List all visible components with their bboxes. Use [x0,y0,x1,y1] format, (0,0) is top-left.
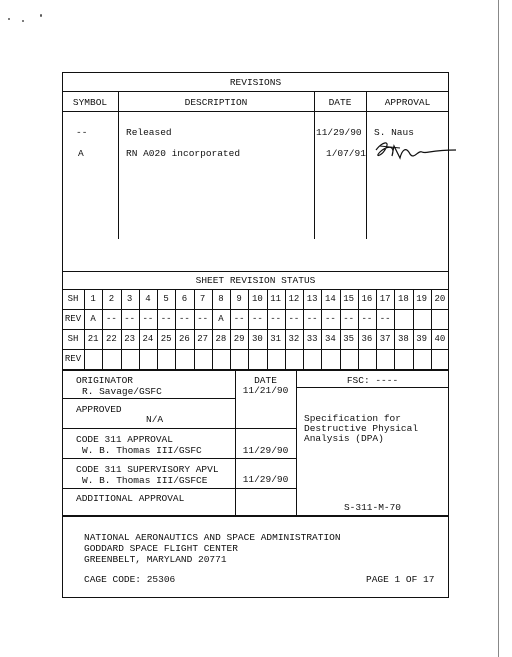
scan-edge-line [498,0,499,657]
sheet-number-cell: 6 [181,294,188,304]
sheet-rev-cell: -- [252,314,263,324]
revisions-header-description: DESCRIPTION [184,97,248,108]
page-number: PAGE 1 OF 17 [366,574,435,585]
revision-row-2-date: 1/07/91 [326,148,366,159]
sheet-rev-cell: A [90,314,96,324]
sheet-number-cell: 22 [106,334,117,344]
spec-title-line-2: Destructive Physical [304,423,419,434]
sheet-rev-cell: -- [343,314,355,324]
sheet-number-cell: 23 [124,334,136,344]
sheet-rev-cell: -- [288,314,300,324]
cage-code: CAGE CODE: 25306 [84,574,176,585]
divider [62,398,236,399]
revisions-header-symbol: SYMBOL [72,97,108,108]
divider [118,91,119,239]
revisions-header-date: DATE [328,97,352,108]
sheet-number-cell: 37 [379,334,391,344]
revision-row-1-symbol: -- [76,127,88,138]
sheet-number-cell: 7 [199,294,206,304]
revision-row-1-description: Released [126,127,172,138]
code311-approval-date: 11/29/90 [242,445,289,456]
divider [62,91,449,92]
sheet-number-cell: 25 [160,334,172,344]
revisions-title: REVISIONS [229,77,282,88]
spec-title-line-1: Specification for [304,413,401,424]
sheet-number-cell: 30 [252,334,263,344]
approval-signature [370,136,460,166]
sheet-number-cell: 31 [270,334,282,344]
sheet-number-cell: 40 [434,334,446,344]
sheet-number-cell: 26 [179,334,190,344]
revision-row-1-date: 11/29/90 [316,127,362,138]
sheet-rev-cell: -- [325,314,336,324]
sheet-row-label: SH [67,294,79,304]
sheet-number-cell: 29 [233,334,245,344]
approved-label: APPROVED [76,404,122,415]
sheet-number-cell: 5 [163,294,169,304]
sheet-number-cell: 2 [108,294,115,304]
revision-row-2-symbol: A [78,148,84,159]
sheet-number-cell: 3 [126,294,133,304]
originator-label: ORIGINATOR [76,375,134,386]
sheet-rev-cell: -- [233,314,245,324]
sheet-rev-cell: -- [306,314,318,324]
center-name: GODDARD SPACE FLIGHT CENTER [84,543,238,554]
approved-value: N/A [146,414,164,425]
spec-title-line-3: Analysis (DPA) [304,433,384,444]
divider [62,428,297,429]
divider [366,91,367,239]
sheet-row-label: SH [67,334,79,344]
sheet-number-cell: 35 [343,334,355,344]
divider [62,488,297,489]
sheet-number-cell: 8 [218,294,224,304]
sheet-number-cell: 10 [252,294,263,304]
sheet-number-cell: 19 [416,294,428,304]
sheet-rev-cell: A [218,314,224,324]
divider [62,111,449,112]
sheet-number-cell: 17 [379,294,391,304]
sheet-number-cell: 27 [197,334,209,344]
code311-approval-label: CODE 311 APPROVAL [76,434,173,445]
sheet-rev-cell: -- [106,314,117,324]
scan-speck [40,14,42,17]
sheet-number-cell: 14 [325,294,336,304]
sheet-rev-cell: -- [124,314,136,324]
sheet-rev-cell: -- [179,314,190,324]
scan-speck [8,18,10,20]
code311-supervisory-label: CODE 311 SUPERVISORY APVL [76,464,219,475]
code311-supervisory-name: W. B. Thomas III/GSFCE [82,475,208,486]
sheet-number-cell: 4 [145,294,151,304]
sheet-number-cell: 1 [90,294,96,304]
sheet-number-cell: 15 [343,294,355,304]
rev-row-label: REV [64,354,82,364]
fsc-code: FSC: ---- [346,375,399,386]
divider [296,369,297,515]
revision-row-2-description: RN A020 incorporated [126,148,241,159]
sheet-rev-cell: -- [379,314,391,324]
divider [296,387,449,388]
sheet-number-cell: 33 [306,334,318,344]
sheet-number-cell: 32 [288,334,300,344]
divider [62,515,449,517]
sheet-number-cell: 9 [236,294,242,304]
agency-name: NATIONAL AERONAUTICS AND SPACE ADMINISTRATION [84,532,341,543]
scan-speck [22,20,24,22]
sheet-number-cell: 18 [398,294,409,304]
sheet-number-cell: 34 [325,334,336,344]
sheet-number-cell: 11 [270,294,282,304]
sheet-rev-cell: -- [361,314,373,324]
sheet-number-cell: 21 [87,334,99,344]
sheet-rev-cell: -- [160,314,172,324]
revisions-header-approval: APPROVAL [384,97,431,108]
divider [62,271,449,272]
rev-row-label: REV [64,314,82,324]
sheet-number-cell: 13 [306,294,318,304]
center-address: GREENBELT, MARYLAND 20771 [84,554,227,565]
sheet-rev-cell: -- [142,314,154,324]
sheet-number-cell: 38 [398,334,409,344]
document-number: S-311-M-70 [343,502,401,513]
revision-row-1-approval: S. Naus [374,127,414,138]
sheet-status-title: SHEET REVISION STATUS [195,275,316,286]
sheet-number-cell: 24 [142,334,154,344]
sheet-rev-cell: -- [197,314,209,324]
sheet-number-cell: 16 [361,294,373,304]
sheet-number-cell: 36 [361,334,373,344]
sheet-number-cell: 39 [416,334,428,344]
originator-name: R. Savage/GSFC [82,386,162,397]
additional-approval-label: ADDITIONAL APPROVAL [76,493,185,504]
code311-supervisory-date: 11/29/90 [242,474,289,485]
sheet-number-cell: 20 [434,294,446,304]
divider [62,458,297,459]
sheet-rev-cell: -- [270,314,282,324]
sheet-number-cell: 28 [215,334,227,344]
sheet-number-cell: 12 [288,294,300,304]
originator-date-label: DATE [254,375,277,386]
divider [62,369,449,371]
divider [314,91,315,239]
originator-date: 11/21/90 [242,385,289,396]
code311-approval-name: W. B. Thomas III/GSFC [82,445,202,456]
